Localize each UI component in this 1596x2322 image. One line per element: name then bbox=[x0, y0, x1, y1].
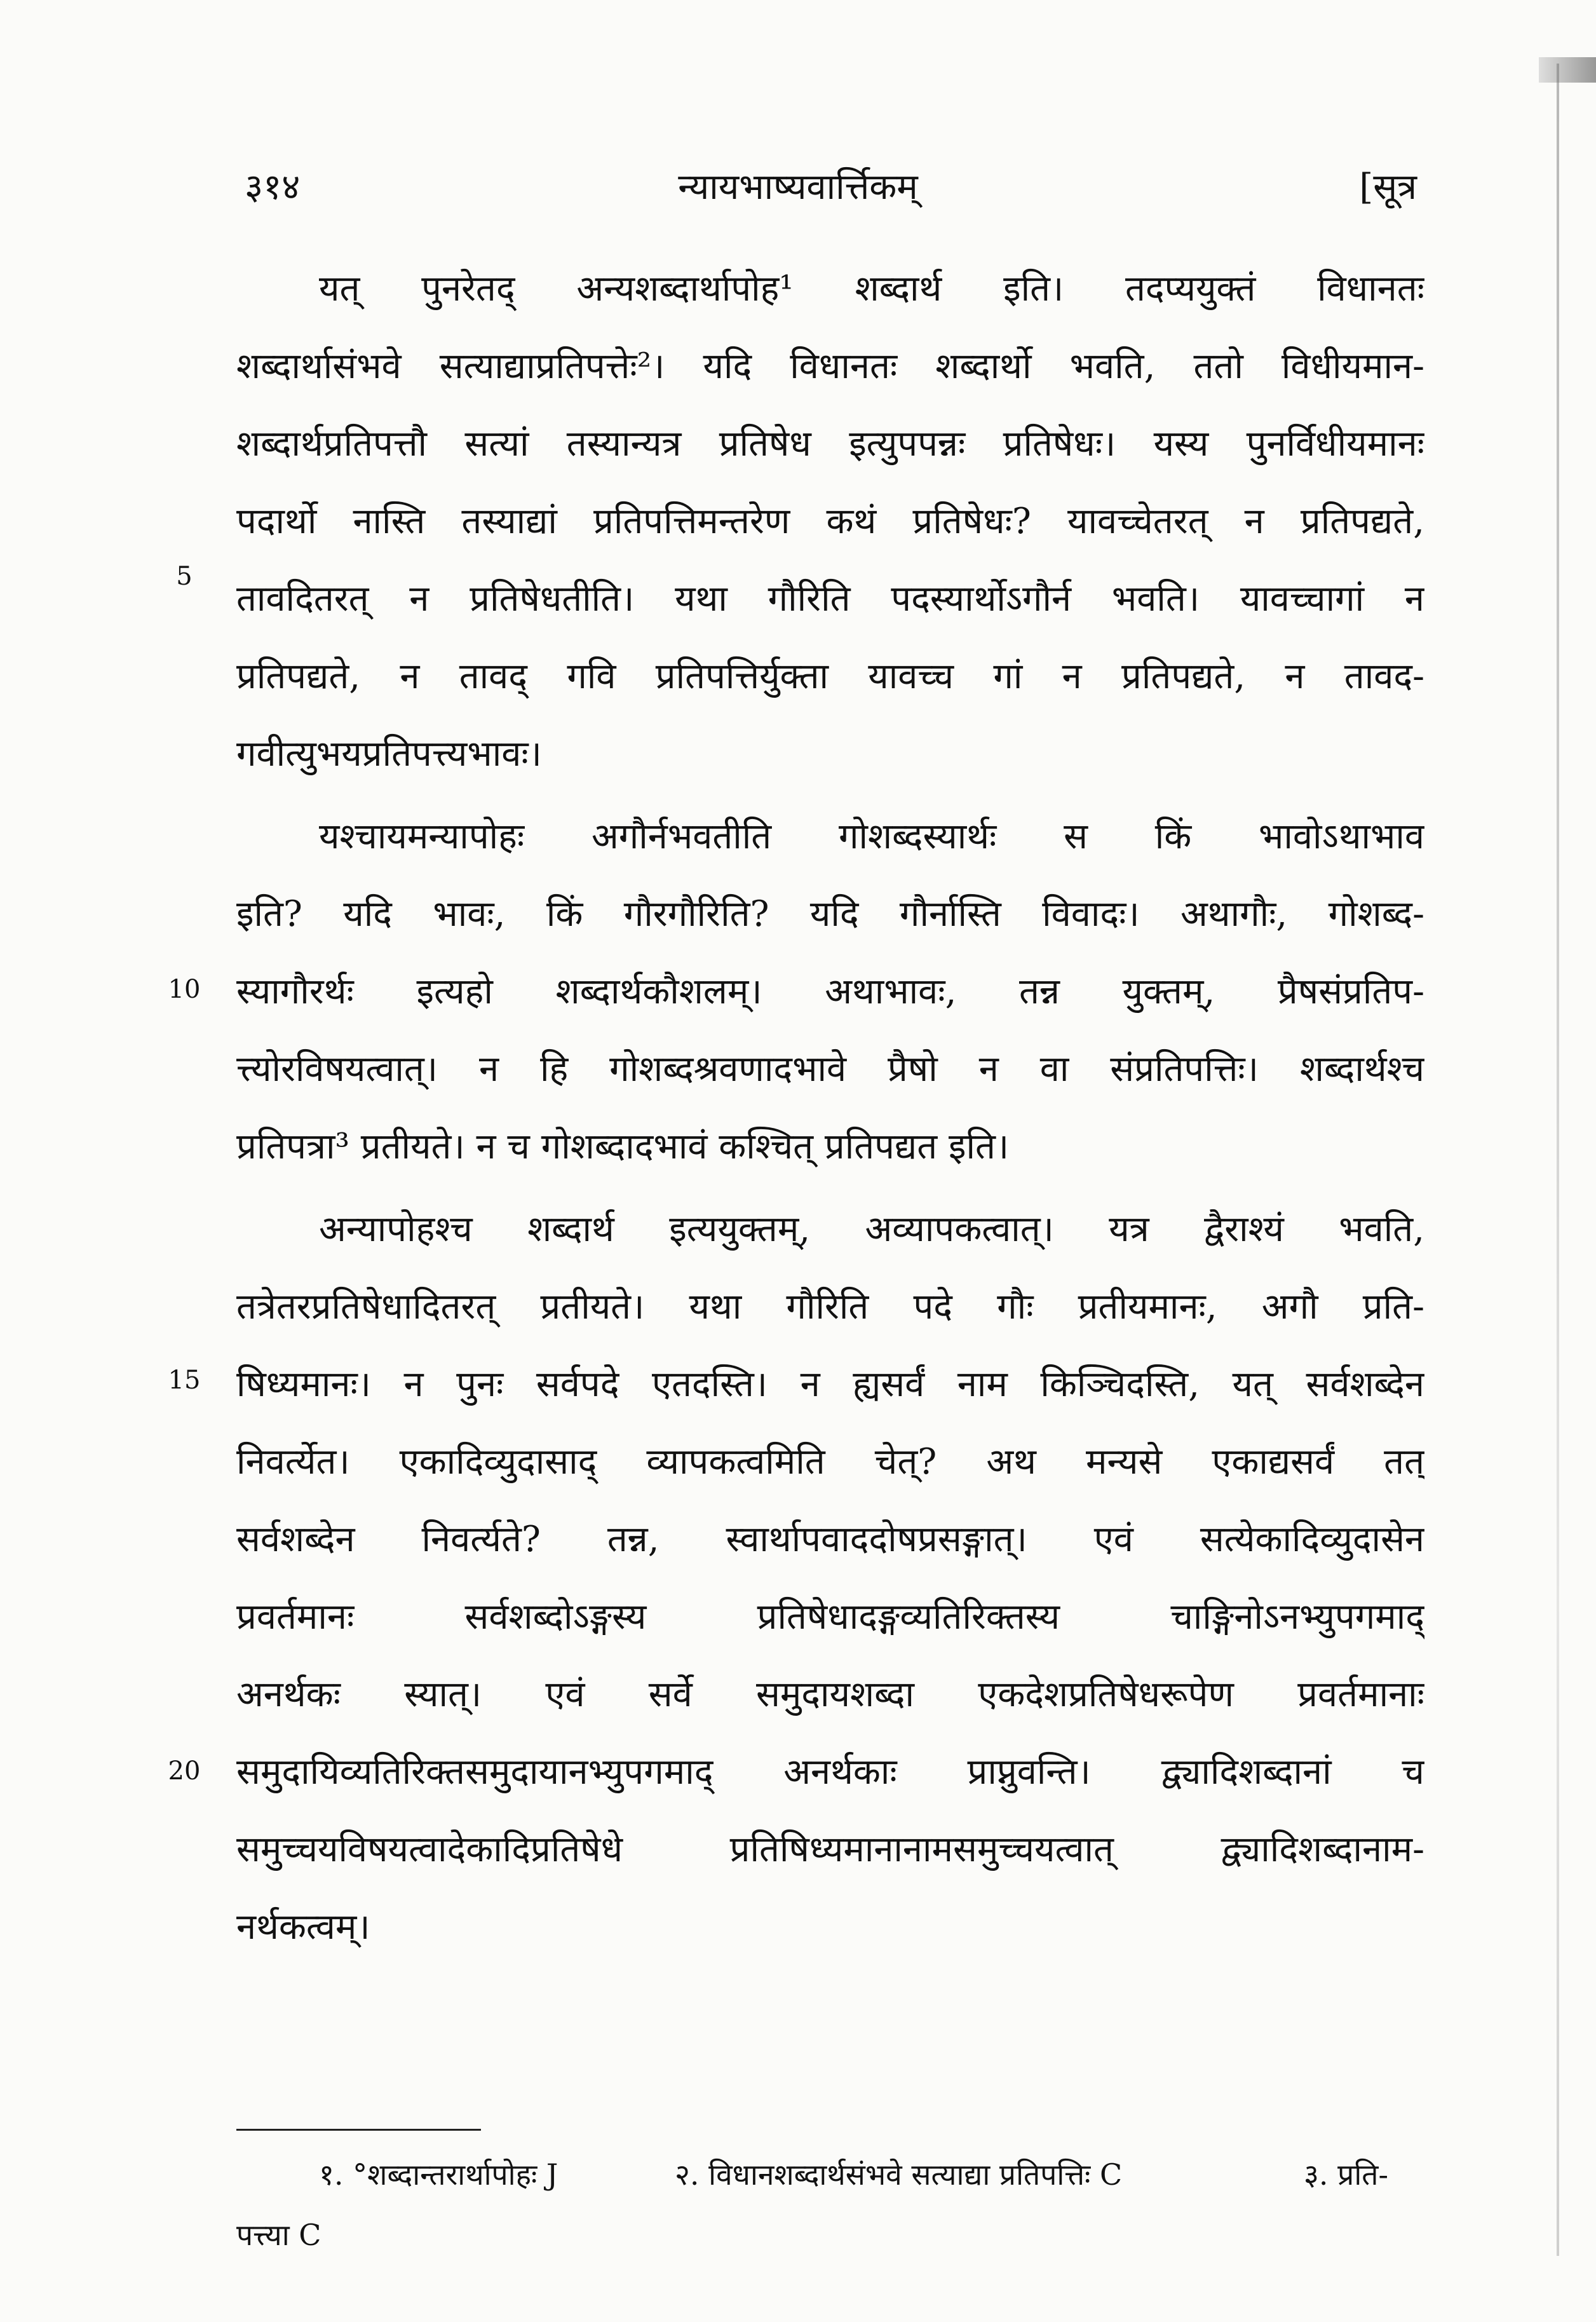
line-number-15: 15 bbox=[168, 1366, 201, 1395]
text-line: स्यागौरर्थः इत्यहो शब्दार्थकौशलम्। अथाभावः, तन्न युक्तम्, प्रैषसंप्रतिप- bbox=[236, 971, 1424, 1012]
text-line: नर्थकत्वम्। bbox=[236, 1906, 370, 1948]
text-line: प्रतिपत्रा³ प्रतीयते। न च गोशब्दादभावं कश्चित् प्रतिपद्यत इति। bbox=[236, 1126, 1010, 1167]
footnote-line bbox=[236, 2205, 1424, 2265]
section-marker: [सूत्र bbox=[1359, 166, 1417, 208]
text-line: प्रवर्तमानः सर्वशब्दोऽङ्गस्य प्रतिषेधादङ्गव्यतिरिक्तस्य चाङ्गिनोऽनभ्युपगमाद् bbox=[236, 1596, 1424, 1638]
text-line: शब्दार्थासंभवे सत्याद्याप्रतिपत्तेः²। यदि विधानतः शब्दार्थो भवति, ततो विधीयमान- bbox=[236, 346, 1424, 387]
line-number-10: 10 bbox=[168, 975, 201, 1004]
text-line: अनर्थकः स्यात्। एवं सर्वे समुदायशब्दा एकदेशप्रतिषेधरूपेण प्रवर्तमानाः bbox=[236, 1674, 1424, 1715]
footnote-1: १. °शब्दान्तरार्थापोहः J bbox=[319, 2157, 558, 2192]
line-number-5: 5 bbox=[176, 562, 193, 591]
line-number-20: 20 bbox=[168, 1756, 201, 1786]
running-title: न्यायभाष्यवार्त्तिकम् bbox=[678, 166, 918, 208]
text-line: त्त्योरविषयत्वात्। न हि गोशब्दश्रवणादभावे प्रैषो न वा संप्रतिपत्तिः। शब्दार्थश्च bbox=[236, 1049, 1424, 1090]
text-line: प्रतिपद्यते, न तावद् गवि प्रतिपत्तिर्युक्ता यावच्च गां न प्रतिपद्यते, न तावद- bbox=[236, 656, 1424, 697]
text-line: निवर्त्येत। एकादिव्युदासाद् व्यापकत्वमिति चेत्? अथ मन्यसे एकाद्यसर्वं तत् bbox=[236, 1441, 1424, 1483]
footnote-rule bbox=[236, 2129, 481, 2131]
text-line: अन्यापोहश्च शब्दार्थ इत्ययुक्तम्, अव्यापकत्वात्। यत्र द्वैराश्यं भवति, bbox=[319, 1209, 1424, 1250]
text-line: पदार्थो नास्ति तस्याद्यां प्रतिपत्तिमन्तरेण कथं प्रतिषेधः? यावच्चेतरत् न प्रतिपद्यते, bbox=[236, 501, 1424, 542]
text-line: गवीत्युभयप्रतिपत्त्यभावः। bbox=[236, 733, 542, 775]
text-line: यत् पुनरेतद् अन्यशब्दार्थापोह¹ शब्दार्थ इति। तदप्ययुक्तं विधानतः bbox=[319, 268, 1424, 309]
footnote-2: २. विधानशब्दार्थसंभवे सत्याद्या प्रतिपत्तिः C bbox=[675, 2157, 1123, 2192]
scan-edge-shadow bbox=[1557, 64, 1559, 2256]
footnote-3: ३. प्रति- bbox=[1304, 2157, 1389, 2192]
page-header bbox=[0, 159, 1596, 216]
text-line: समुदायिव्यतिरिक्तसमुदायानभ्युपगमाद् अनर्थकाः प्राप्नुवन्ति। द्व्यादिशब्दानां च bbox=[236, 1751, 1424, 1793]
text-line: समुच्चयविषयत्वादेकादिप्रतिषेधे प्रतिषिध्यमानानामसमुच्चयत्वात् द्व्यादिशब्दानाम- bbox=[236, 1829, 1424, 1870]
text-line: सर्वशब्देन निवर्त्यते? तन्न, स्वार्थापवाददोषप्रसङ्गात्। एवं सत्येकादिव्युदासेन bbox=[236, 1519, 1424, 1560]
footnote-3-continued: पत्त्या C bbox=[236, 2218, 321, 2252]
text-line: इति? यदि भावः, किं गौरगौरिति? यदि गौर्नास्ति विवादः। अथागौः, गोशब्द- bbox=[236, 893, 1424, 935]
text-line: तत्रेतरप्रतिषेधादितरत् प्रतीयते। यथा गौरिति पदे गौः प्रतीयमानः, अगौ प्रति- bbox=[236, 1286, 1424, 1327]
text-line: तावदितरत् न प्रतिषेधतीति। यथा गौरिति पदस्यार्थोऽगौर्न भवति। यावच्चागां न bbox=[236, 578, 1424, 620]
text-line: शब्दार्थप्रतिपत्तौ सत्यां तस्यान्यत्र प्रतिषेध इत्युपपन्नः प्रतिषेधः। यस्य पुनर्विधीयमानः bbox=[236, 423, 1424, 465]
text-line: यश्चायमन्यापोहः अगौर्नभवतीति गोशब्दस्यार्थः स किं भावोऽथाभाव bbox=[319, 816, 1424, 857]
footnote-line bbox=[236, 2145, 1424, 2205]
text-line: षिध्यमानः। न पुनः सर्वपदे एतदस्ति। न ह्यसर्वं नाम किञ्चिदस्ति, यत् सर्वशब्देन bbox=[236, 1364, 1424, 1405]
scan-edge-mark bbox=[1539, 57, 1596, 83]
page-number: ३१४ bbox=[245, 166, 301, 208]
